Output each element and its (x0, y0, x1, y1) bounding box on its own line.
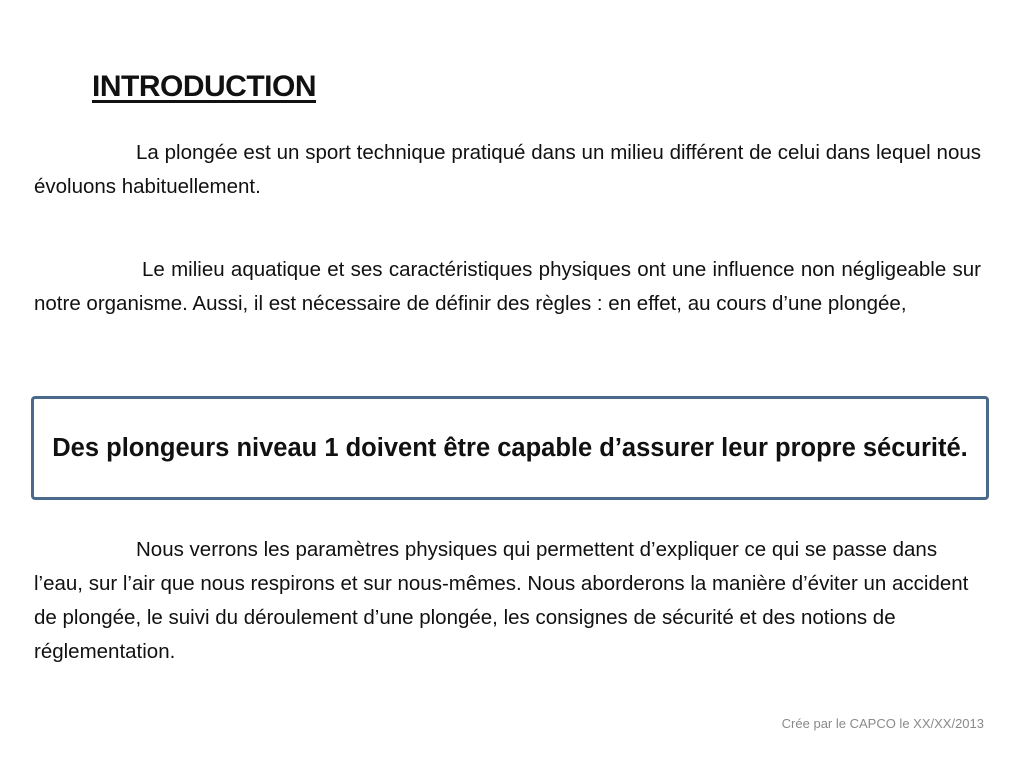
safety-callout-box (31, 396, 989, 500)
slide-title: INTRODUCTION (92, 70, 316, 103)
footer-credit: Crée par le CAPCO le XX/XX/2013 (781, 716, 984, 731)
intro-paragraph-1: La plongée est un sport technique pratiqué dans un milieu différent de celui dans lequel nous évoluons habituellement. (34, 141, 981, 198)
safety-callout-text: Des plongeurs niveau 1 doivent être capable d’assurer leur propre sécurité. (52, 434, 968, 462)
intro-paragraph-2: Le milieu aquatique et ses caractéristiques physiques ont une influence non négligeable sur notre organisme. Aussi, il est nécessaire de définir des règles : en effet, au cours d’une plongée, (34, 258, 981, 315)
intro-paragraph-3: Nous verrons les paramètres physiques qui permettent d’expliquer ce qui se passe dans l’eau, sur l’air que nous respirons et sur nous-mêmes. Nous aborderons la manière d’éviter un accident de plongée, le suivi du déroulement d’une plongée, les consignes de sécurité et des notions de réglementation. (34, 538, 969, 663)
